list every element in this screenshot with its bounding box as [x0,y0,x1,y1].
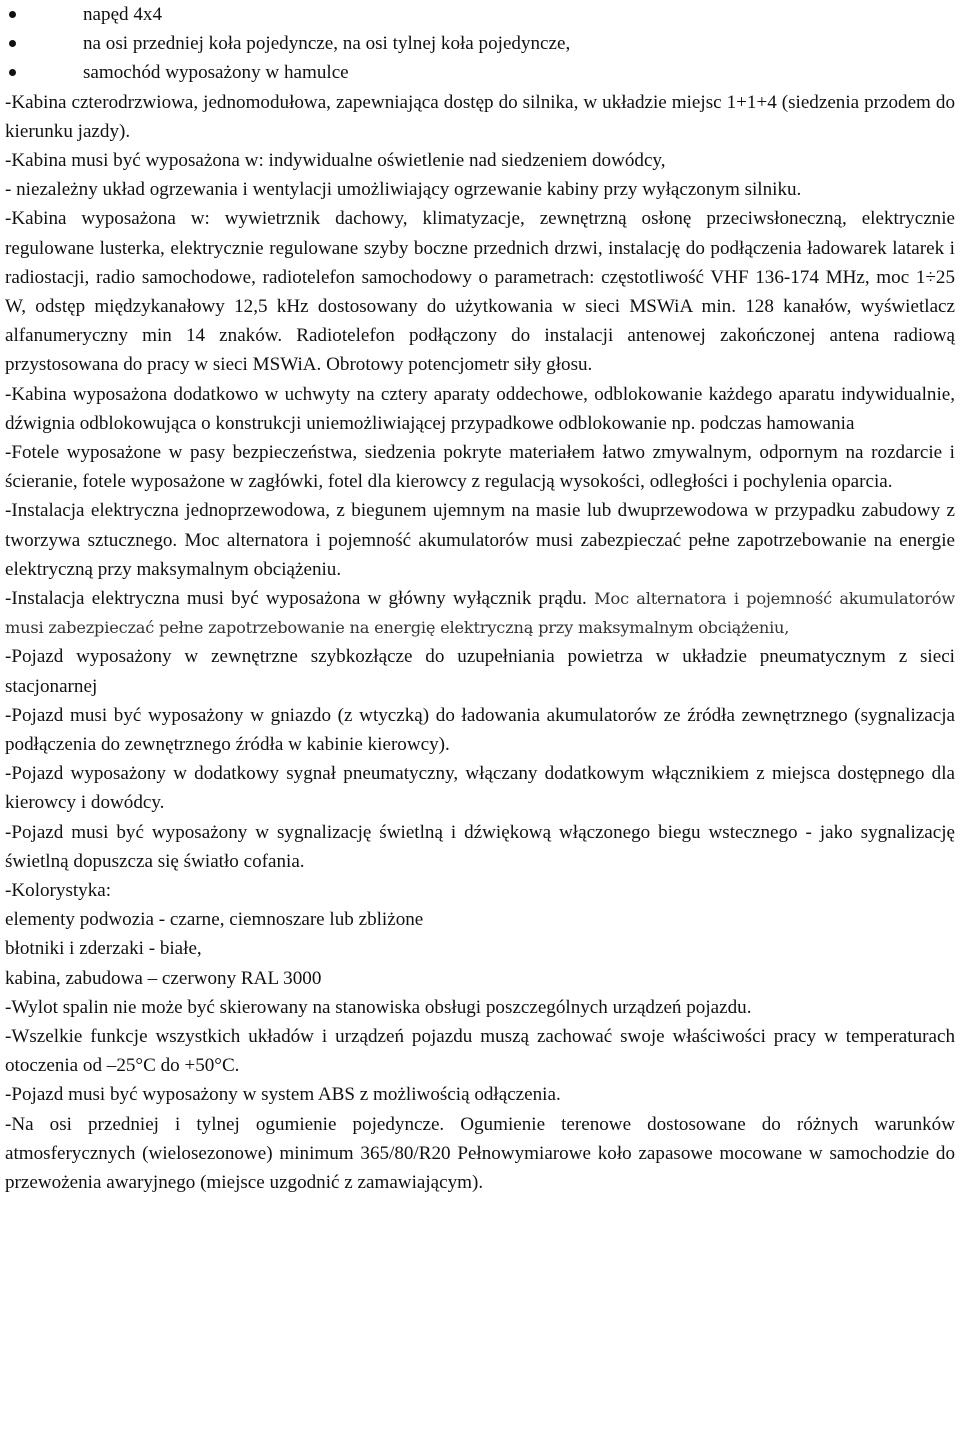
paragraph-electrical-installation: -Instalacja elektryczna jednoprzewodowa, z biegunem ujemnym na masie lub dwuprzewodowa w przypadku zabudowy z tworzywa sztucznego. Moc alternatora i pojemność akumulatorów musi zabezpieczać pełne zapotrzebowanie na energie elektryczną przy maksymalnym obciążeniu. [5,500,955,580]
paragraph-color-cab: kabina, zabudowa – czerwony RAL 3000 [5,967,322,989]
paragraph-cab-layout: -Kabina czterodrzwiowa, jednomodułowa, zapewniająca dostęp do silnika, w układzie miejsc 1+1+4 (siedzenia przodem do kierunku jazdy). [5,91,955,142]
paragraph-cab-lighting: -Kabina musi być wyposażona w: indywidualne oświetlenie nad siedzeniem dowódcy, [5,149,666,171]
bullet-text: na osi przedniej koła pojedyncze, na osi tylnej koła pojedyncze, [83,33,571,55]
bullet-item [5,29,955,58]
bullet-item [5,58,955,87]
paragraph-exhaust: -Wylot spalin nie może być skierowany na stanowiska obsługi poszczególnych urządzeń pojazdu. [5,996,752,1018]
paragraph-reverse-signal: -Pojazd musi być wyposażony w sygnalizację świetlną i dźwiękową włączonego biegu wstecznego - jako sygnalizację świetlną dopuszcza się światło cofania. [5,821,955,872]
paragraph-tyres: -Na osi przedniej i tylnej ogumienie pojedyncze. Ogumienie terenowe dostosowane do różnych warunków atmosferycznych (wielosezonowe) minimum 365/80/R20 Pełnowymiarowe koło zapasowe mocowane w samochodzie do przewożenia awaryjnego (miejsce uzgodnić z zamawiającym). [5,1113,955,1194]
paragraph-breathing-apparatus: -Kabina wyposażona dodatkowo w uchwyty na cztery aparaty oddechowe, odblokowanie każdego aparatu indywidualnie, dźwignia odblokowująca o konstrukcji uniemożliwiającej przypadkowe odblokowanie np. podczas hamowania [5,383,955,434]
bullet-text: napęd 4x4 [83,4,163,25]
paragraph-charging-socket: -Pojazd musi być wyposażony w gniazdo (z wtyczką) do ładowania akumulatorów ze źródła zewnętrznego (sygnalizacja podłączenia do zewnętrznego źródła w kabinie kierowcy). [5,704,955,756]
paragraph-main-switch [5,584,955,642]
bullet-item [5,0,955,29]
bullet-text: samochód wyposażony w hamulce [83,62,349,84]
paragraph-cab-equipment: -Kabina wyposażona w: wywietrznik dachowy, klimatyzacje, zewnętrzną osłonę przeciwsłoneczną, elektrycznie regulowane lusterka, elektrycznie regulowane szyby boczne przednich drzwi, instalację do podłączenia ładowarek latarek i radiostacji, radio samochodowe, radiotelefon samochodowy o parametrach: częstotliwość VHF 136-174 MHz, moc 1÷25 W, odstęp międzykanałowy 12,5 kHz dostosowany do użytkowania w sieci MSWiA min. 128 kanałów, wyświetlacz alfanumeryczny min 14 znaków. Radiotelefon podłączony do instalacji antenowej zakończonej antena radiową przystosowana do pracy w sieci MSWiA. Obrotowy potencjometr siły głosu. [5,208,955,376]
bullet-dot-icon [9,69,16,76]
alternator-note: Moc alternatora i pojemność akumulatorów musi zabezpieczać pełne zapotrzebowanie na energię elektryczną przy maksymalnym obciążeniu, [5,589,955,638]
paragraph-color-chassis: elementy podwozia - czarne, ciemnoszare lub zbliżone [5,909,424,931]
paragraph-heating: - niezależny układ ogrzewania i wentylacji umożliwiający ogrzewanie kabiny przy wyłączonym silniku. [5,179,802,201]
bullet-dot-icon [9,11,16,18]
document-page [5,0,955,1197]
paragraph-air-coupling: -Pojazd wyposażony w zewnętrzne szybkozłącze do uzupełniania powietrza w układzie pneumatycznym z sieci stacjonarnej [5,646,955,697]
paragraph-colors-heading: -Kolorystyka: [5,880,112,902]
bullet-list [5,0,955,88]
paragraph-temperature: -Wszelkie funkcje wszystkich układów i urządzeń pojazdu muszą zachować swoje właściwości pracy w temperaturach otoczenia od –25°C do +50°C. [5,1026,955,1077]
paragraph-seats: -Fotele wyposażone w pasy bezpieczeństwa, siedzenia pokryte materiałem łatwo zmywalnym, odpornym na rozdarcie i ścieranie, fotele wyposażone w zagłówki, fotel dla kierowcy z regulacją wysokości, odległości i pochylenia oparcia. [5,442,955,493]
main-switch-text: -Instalacja elektryczna musi być wyposażona w główny wyłącznik prądu. [5,588,587,610]
paragraph-color-fenders: błotniki i zderzaki - białe, [5,938,202,960]
paragraph-abs: -Pojazd musi być wyposażony w system ABS z możliwością odłączenia. [5,1084,561,1106]
bullet-dot-icon [9,40,16,47]
paragraph-pneumatic-signal: -Pojazd wyposażony w dodatkowy sygnał pneumatyczny, włączany dodatkowym włącznikiem z miejsca dostępnego dla kierowcy i dowódcy. [5,763,955,814]
